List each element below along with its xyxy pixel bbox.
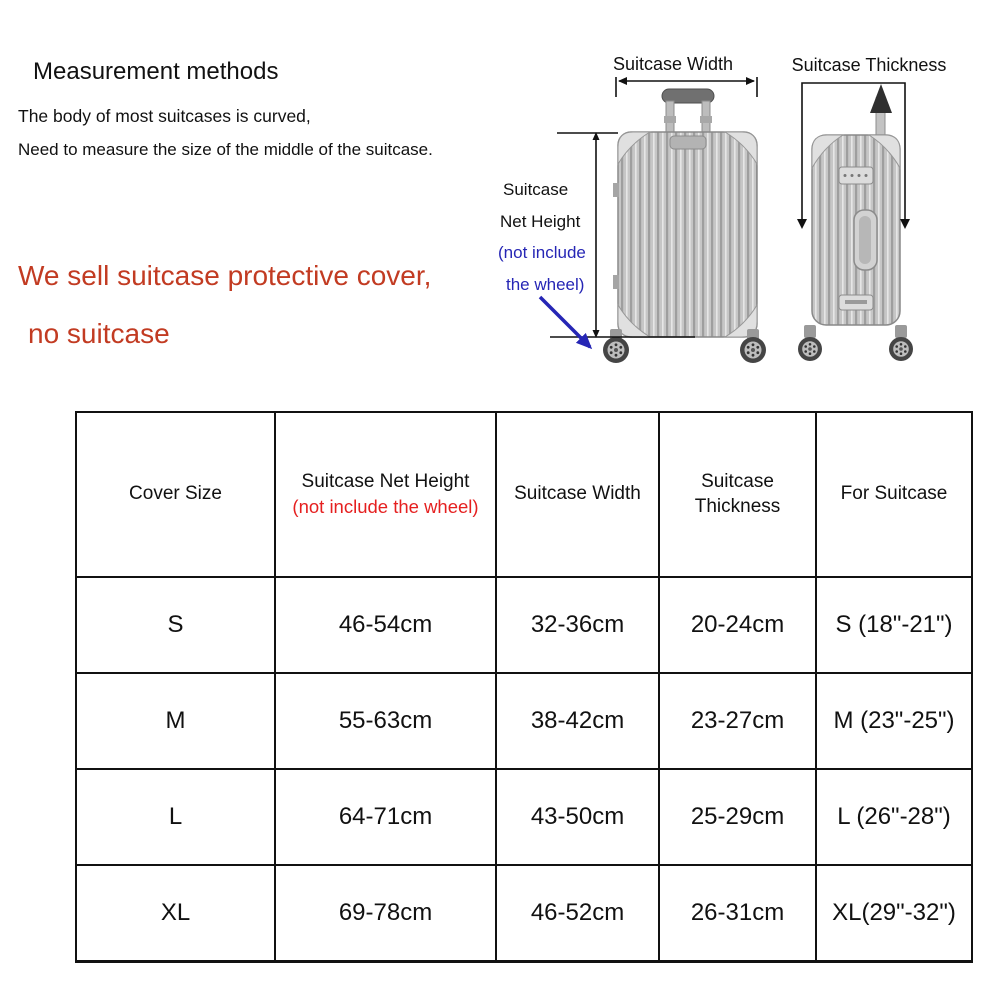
thickness-dimension-label: Suitcase Thickness bbox=[791, 55, 947, 75]
table-header-row bbox=[76, 412, 972, 577]
cell-thickness: 23-27cm bbox=[659, 673, 816, 769]
width-dimension-label: Suitcase Width bbox=[612, 54, 734, 74]
cell-for-suitcase: L (26"-28") bbox=[816, 769, 972, 865]
cell-cover-size: L bbox=[76, 769, 275, 865]
cell-cover-size: XL bbox=[76, 865, 275, 961]
header-net-height bbox=[275, 412, 496, 577]
net-height-label-line2: Net Height bbox=[500, 212, 581, 231]
cell-net-height: 69-78cm bbox=[275, 865, 496, 961]
side-suitcase-illustration bbox=[798, 84, 913, 361]
side-right-wheel bbox=[889, 325, 913, 361]
intro-text-line-2: Need to measure the size of the middle of the suitcase. bbox=[18, 140, 433, 159]
side-left-wheel bbox=[798, 325, 822, 361]
cell-thickness: 20-24cm bbox=[659, 577, 816, 673]
cell-thickness: 26-31cm bbox=[659, 865, 816, 961]
promo-text-line-2: no suitcase bbox=[28, 318, 170, 349]
wheel-pointer-arrow bbox=[540, 297, 590, 347]
page-title: Measurement methods bbox=[33, 58, 279, 85]
cell-net-height: 64-71cm bbox=[275, 769, 496, 865]
table-row-s bbox=[76, 577, 972, 673]
table-row-xl bbox=[76, 865, 972, 961]
cell-cover-size: S bbox=[76, 577, 275, 673]
cell-cover-size: M bbox=[76, 673, 275, 769]
cell-width: 43-50cm bbox=[496, 769, 659, 865]
net-height-label-line3: (not include bbox=[498, 243, 586, 262]
front-suitcase-illustration bbox=[603, 89, 766, 363]
handle-rod-arrow bbox=[870, 84, 892, 113]
cell-width: 38-42cm bbox=[496, 673, 659, 769]
header-width: Suitcase Width bbox=[496, 412, 659, 577]
promo-text-line-1: We sell suitcase protective cover, bbox=[18, 260, 432, 291]
cell-thickness: 25-29cm bbox=[659, 769, 816, 865]
cell-net-height: 55-63cm bbox=[275, 673, 496, 769]
header-net-height-line2: (not include the wheel) bbox=[292, 495, 479, 517]
cell-width: 46-52cm bbox=[496, 865, 659, 961]
size-chart-table bbox=[75, 411, 973, 963]
table-row-l bbox=[76, 769, 972, 865]
net-height-label bbox=[498, 180, 586, 294]
net-height-label-line1: Suitcase bbox=[503, 180, 569, 199]
cell-net-height: 46-54cm bbox=[275, 577, 496, 673]
table-row-m bbox=[76, 673, 972, 769]
measurement-diagram bbox=[488, 40, 1000, 380]
header-cover-size: Cover Size bbox=[76, 412, 275, 577]
front-suitcase-body bbox=[618, 132, 757, 337]
cell-for-suitcase: XL(29"-32") bbox=[816, 865, 972, 961]
header-thickness: Suitcase Thickness bbox=[659, 412, 816, 577]
header-for-suitcase: For Suitcase bbox=[816, 412, 972, 577]
intro-text-line-1: The body of most suitcases is curved, bbox=[18, 106, 311, 126]
cell-for-suitcase: S (18"-21") bbox=[816, 577, 972, 673]
header-net-height-line1: Suitcase Net Height bbox=[301, 471, 470, 493]
cell-for-suitcase: M (23"-25") bbox=[816, 673, 972, 769]
cell-width: 32-36cm bbox=[496, 577, 659, 673]
net-height-label-line4: the wheel) bbox=[506, 275, 585, 294]
